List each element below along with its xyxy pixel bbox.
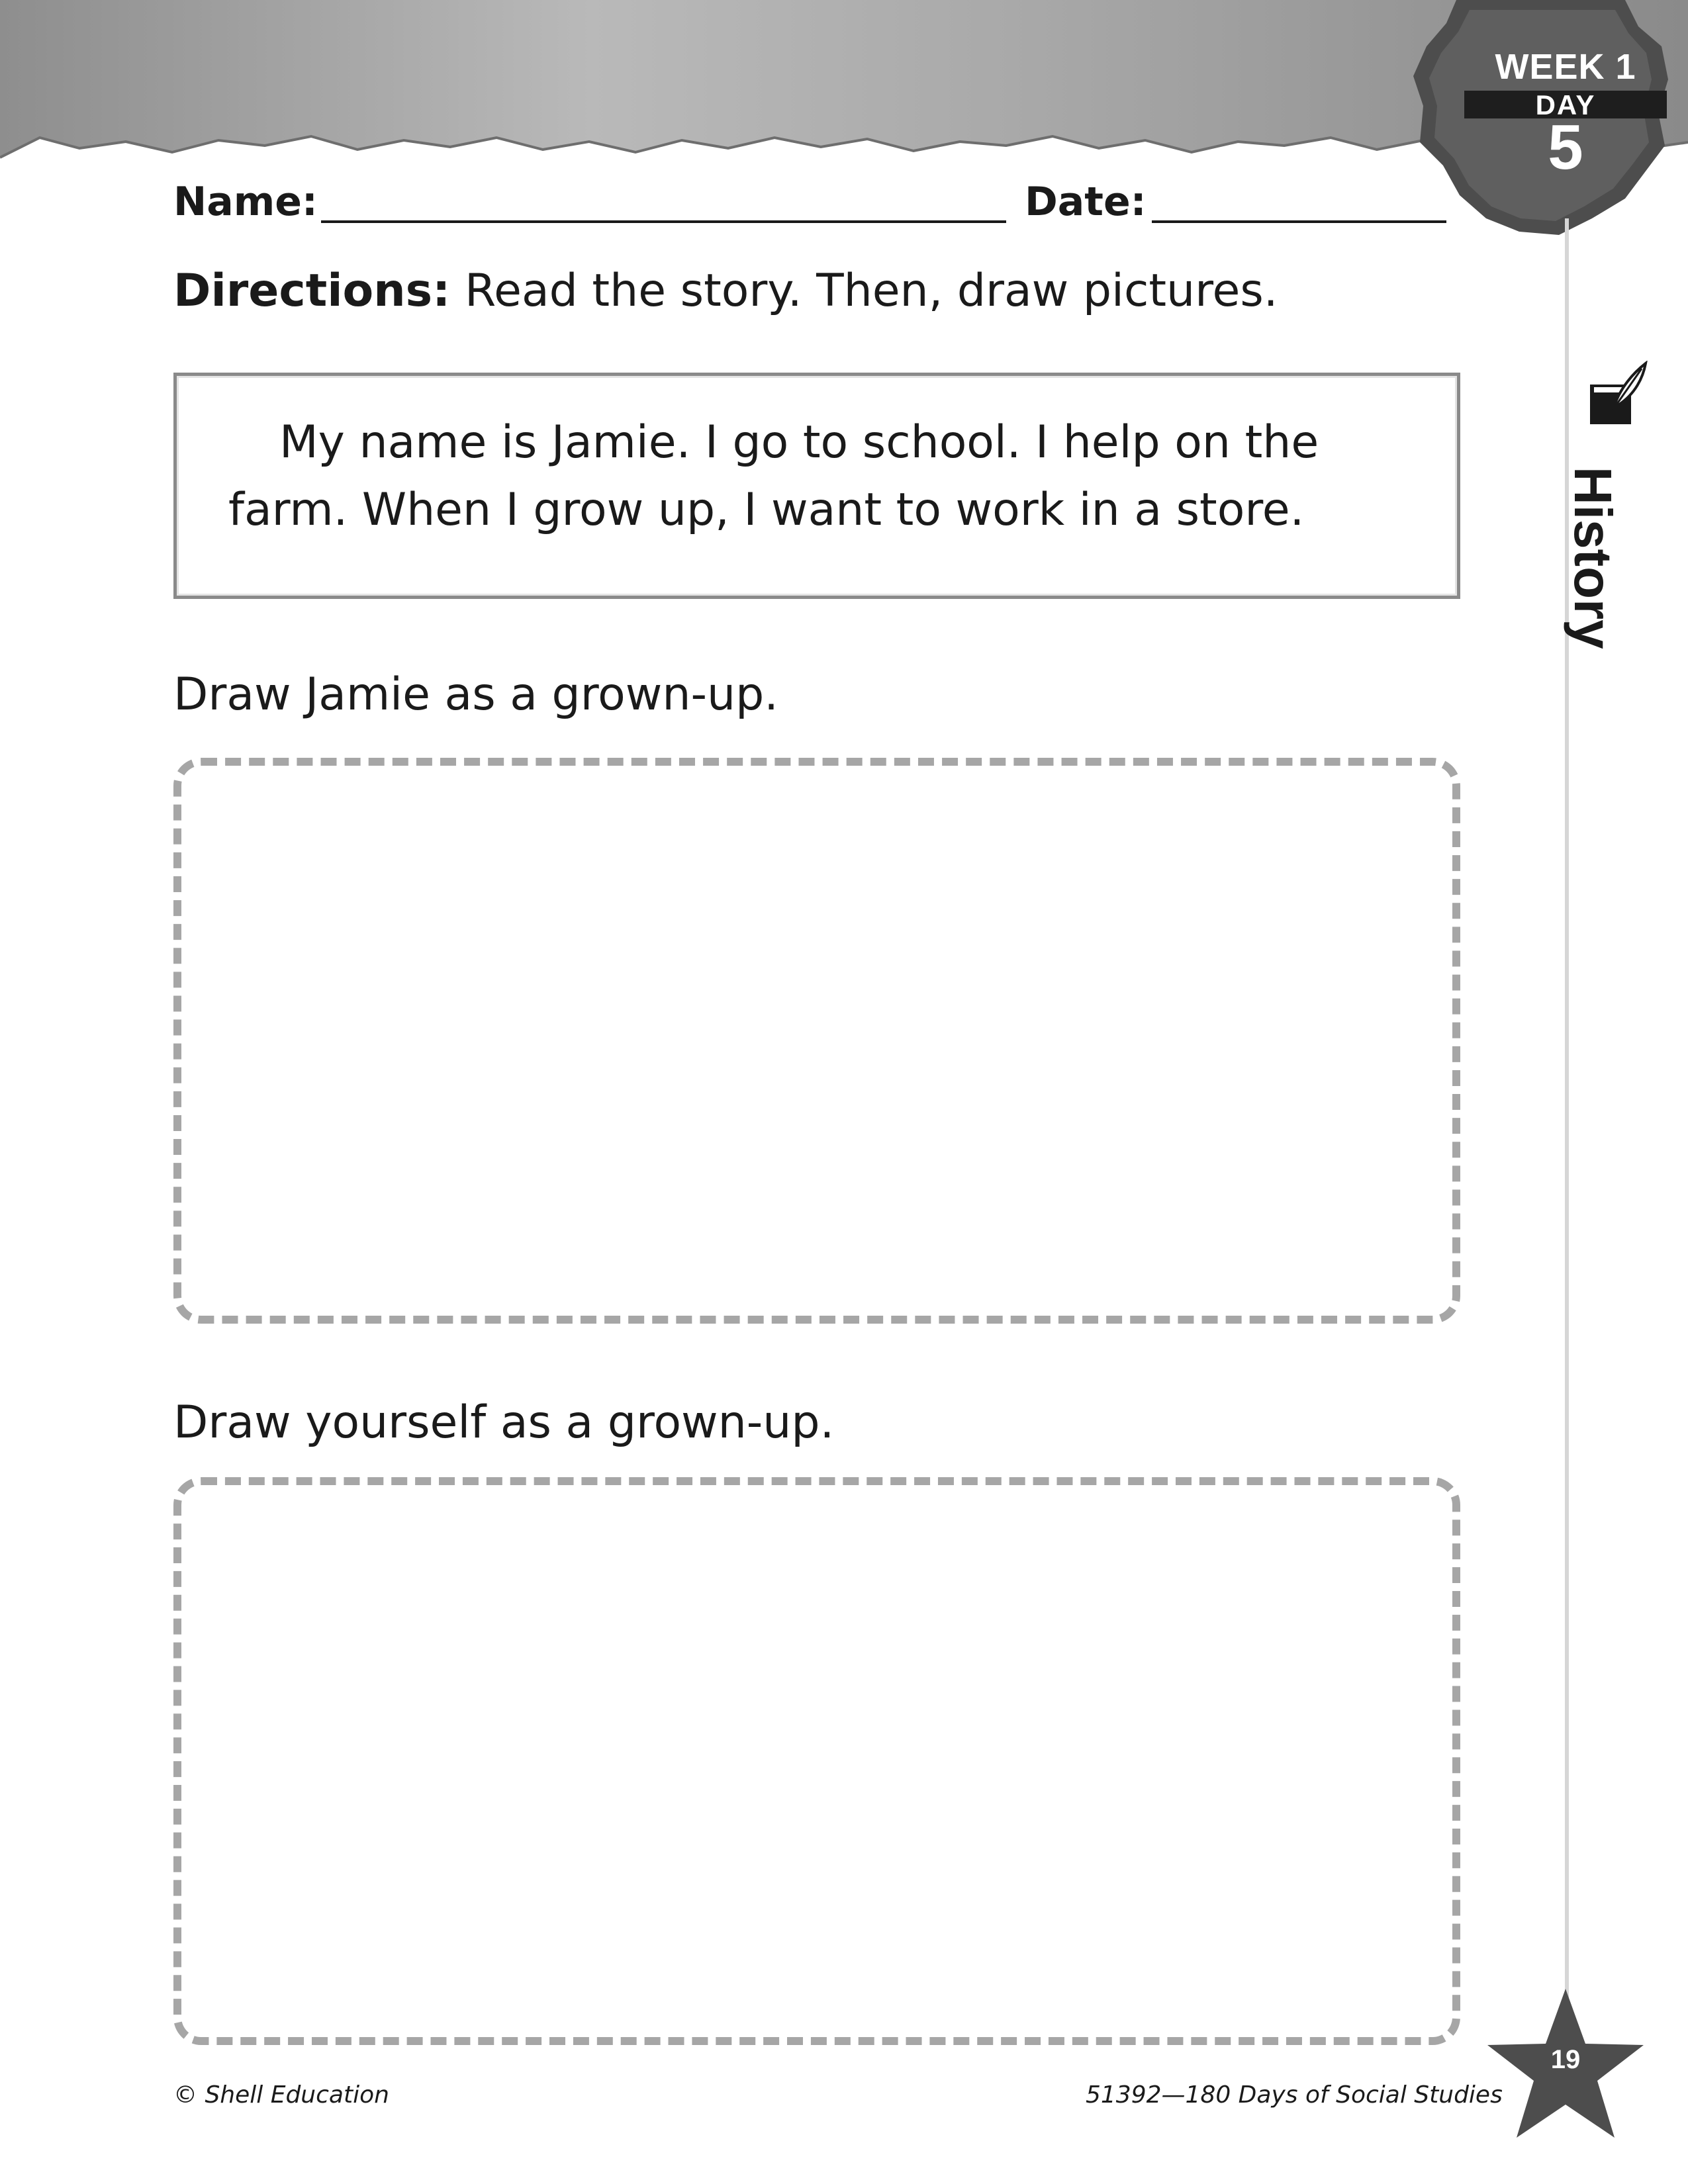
- quill-book-icon: [1587, 361, 1648, 427]
- prompt-yourself: Draw yourself as a grown-up.: [173, 1396, 835, 1449]
- story-line-1: My name is Jamie. I go to school. I help on the: [279, 416, 1319, 469]
- name-label: Name:: [173, 179, 318, 225]
- story-text: [228, 409, 1433, 544]
- directions-text: Read the story. Then, draw pictures.: [464, 265, 1278, 317]
- directions-label: Directions:: [173, 265, 451, 317]
- footer-book-title: 51392—180 Days of Social Studies: [1086, 2081, 1503, 2109]
- day-label: DAY: [1535, 89, 1596, 120]
- week-label: WEEK 1: [1495, 47, 1636, 87]
- footer-copyright: © Shell Education: [173, 2081, 389, 2109]
- date-label: Date:: [1025, 179, 1147, 225]
- page-number: 19: [1550, 2045, 1581, 2074]
- date-field[interactable]: [1152, 220, 1446, 223]
- prompt-jamie: Draw Jamie as a grown-up.: [173, 668, 778, 721]
- subject-label: History: [1564, 467, 1622, 649]
- story-line-2: farm. When I grow up, I want to work in a store.: [228, 484, 1305, 536]
- drawing-area-yourself[interactable]: [173, 1477, 1460, 2045]
- day-number: 5: [1548, 112, 1583, 183]
- directions: [173, 265, 1278, 317]
- drawing-area-jamie[interactable]: [173, 758, 1460, 1324]
- name-field[interactable]: [321, 220, 1006, 223]
